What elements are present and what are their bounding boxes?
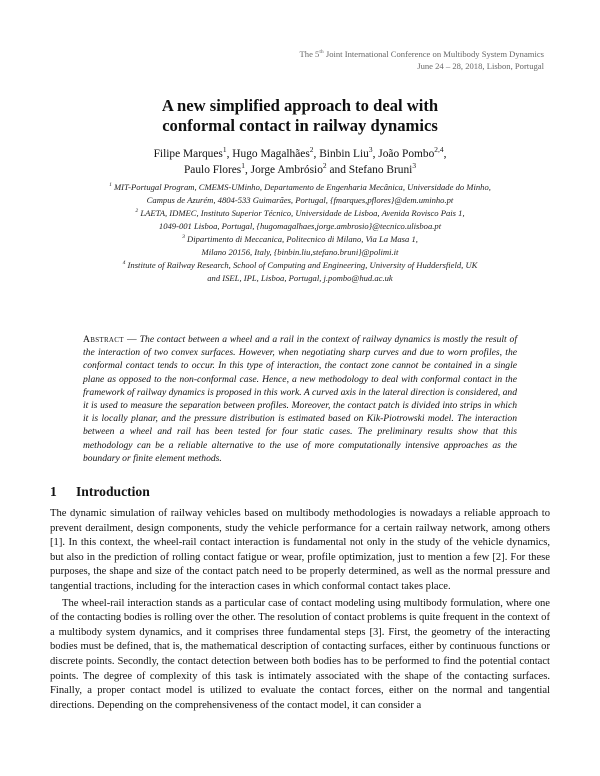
affiliations (60, 181, 540, 285)
affiliation-1-line-2: Campus de Azurém, 4804-533 Guimarães, Portugal, {fmarques,pflores}@dem.uminho.pt (146, 195, 454, 205)
abstract-label: Abstract — (83, 334, 137, 345)
section-body (50, 507, 550, 713)
section-heading (50, 483, 150, 501)
running-head-date-location: June 24 – 28, 2018, Lisbon, Portugal (417, 61, 544, 71)
affiliation-2-line-2: 1049-001 Lisboa, Portugal, {hugomagalhaes,jorge.ambrosio}@tecnico.ulisboa.pt (158, 221, 442, 231)
title-line-2: conformal contact in railway dynamics (162, 116, 438, 135)
author: Filipe Marques$^1$, (153, 145, 233, 160)
author: Paulo Flores$^1$, (183, 160, 251, 176)
affiliation-3-line-1: $^3$ Dipartimento di Meccanica, Politecnico di Milano, Via La Masa 1, (182, 234, 418, 244)
affiliation-3-line-2: Milano 20156, Italy, {binbin.liu,stefano.bruni}@polimi.it (201, 247, 399, 257)
section-number: 1 (50, 484, 57, 499)
running-head-conference: The 5th Joint International Conference on Multibody System Dynamics (299, 49, 544, 59)
author: João Pombo$^{2,4}$, (378, 145, 447, 160)
affiliation-2-line-1: $^2$ LAETA, IDMEC, Instituto Superior Técnico, Universidade de Lisboa, Avenida Rovisco Pais 1, (135, 208, 465, 218)
abstract-text: The contact between a wheel and a rail in the context of railway dynamics is mostly the result of the interaction of two convex surfaces. However, when negotiating sharp curves and due to worn profiles, the conformal contact tends to occur. In this type of interaction, the contact zone cannot be contained in a single plane as opposed to the non-conformal case. Hence, a new methodology to deal with conformal contact in the framework of railway dynamics is proposed in this work. A curved axis in the lateral direction is considered, and it is used to measure the separation between profiles. Moreover, the contact patch is divided into strips in which it is locally planar, and the pressure distribution is estimated based on Kik-Piotrowski model. The interaction between a wheel and rail has been tested for four static cases. The preliminary results show that this methodology can be a reliable alternative to the use of more computationally intensive approaches as the boundary or finite element methods. (83, 334, 518, 464)
title-line-1: A new simplified approach to deal with (161, 96, 439, 115)
running-head (300, 48, 544, 72)
paragraph: The dynamic simulation of railway vehicles based on multibody methodologies is nowadays a reliable approach to prevent derailment, design components, study the vehicle performance for a certain railway network, among others [1]. In this context, the wheel-rail contact interaction is fundamental not only in the study of the vehicle dynamics, but also in the prediction of rolling contact fatigue or wear, profile optimization, just to mention a few [2]. For these purposes, the shape and size of the contact patch need to be properly determined, as well as the normal pressure and tangential tractions, including for the interaction cases in which conformal contact takes place. (50, 508, 550, 592)
paragraph: The wheel-rail interaction stands as a particular case of contact modeling using multibody formulation, where one of the contacting bodies is rolling over the other. The resolution of contact problems is quite frequent in the context of a multibody system dynamics, and it comprises three fundamental steps [3]. First, the geometry of the interacting bodies must be defined, that is, the mathematical description of contacting surfaces, either by continuous functions or discrete points. Secondly, the contact detection between both bodies has to be performed to find the potential contact points. The degree of complexity of this task is intimately associated with the shape of the contacting surfaces. Finally, a proper contact model is utilized to evaluate the contact forces, either on the normal and tangential directions. Depending on the comprehensiveness of the contact model, it can consider a (50, 597, 550, 711)
paper-title (40, 96, 560, 136)
author: Jorge Ambrósio$^2$ and (250, 160, 349, 176)
abstract (83, 333, 517, 465)
affiliation-1-line-1: $^1$ MIT-Portugal Program, CMEMS-UMinho, Departamento de Engenharia Mecânica, Universidade do Minho, (109, 182, 491, 192)
author-line-2 (40, 160, 560, 179)
author-list (40, 147, 560, 178)
author: Binbin Liu$^3$, (319, 145, 379, 160)
section-title: Introduction (76, 484, 150, 499)
affiliation-4-line-1: $^4$ Institute of Railway Research, School of Computing and Engineering, University of Huddersfield, UK (122, 260, 478, 270)
author-line-1 (40, 147, 560, 163)
author: Stefano Bruni$^3$ (348, 160, 417, 176)
author: Hugo Magalhães$^2$, (232, 145, 320, 160)
affiliation-4-line-2: and ISEL, IPL, Lisboa, Portugal, j.pombo@hud.ac.uk (207, 273, 393, 283)
